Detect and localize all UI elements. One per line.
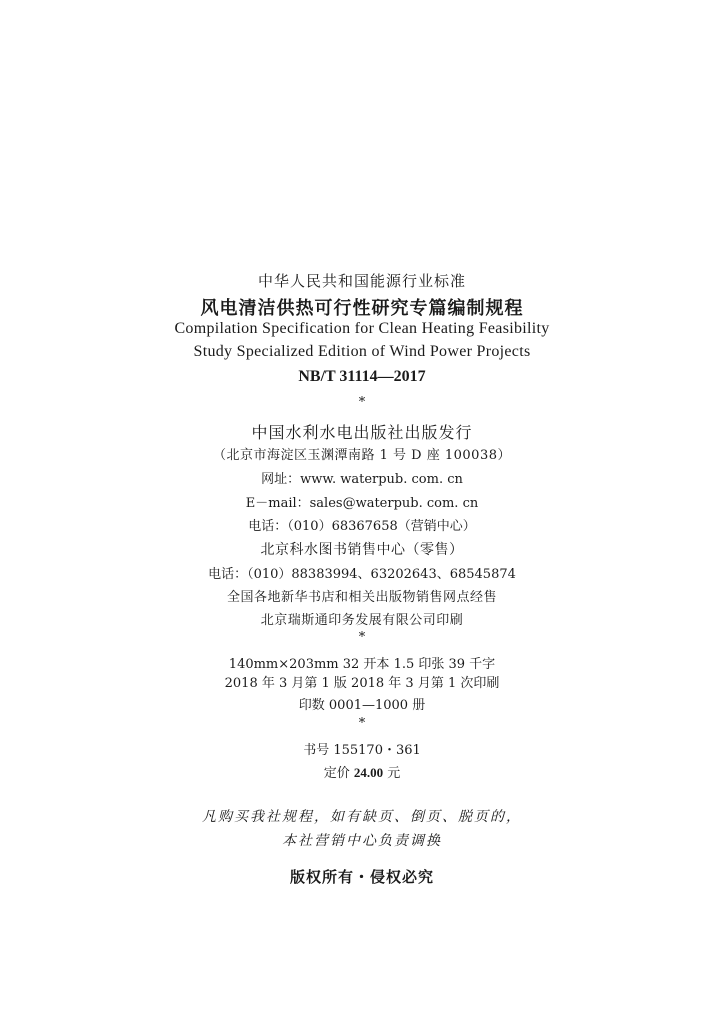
price-label: 定价 — [323, 766, 350, 781]
title-chinese: 风电清洁供热可行性研究专篇编制规程 — [200, 298, 524, 319]
title-english-line-1: Compilation Specification for Clean Heating Feasibility — [174, 320, 550, 337]
replacement-notice-line-2: 本社营销中心负责调换 — [282, 833, 442, 849]
publisher-name: 中国水利水电出版社出版发行 — [251, 423, 473, 442]
print-run: 印数 0001—1000 册 — [298, 698, 426, 713]
publisher-phone: 电话：（010）68367658（营销中心） — [248, 519, 476, 534]
edition-info: 2018 年 3 月第 1 版 2018 年 3 月第 1 次印刷 — [224, 676, 500, 691]
standard-code: NB/T 31114—2017 — [298, 368, 426, 385]
publisher-website: 网址：www. waterpub. com. cn — [261, 472, 463, 487]
title-english-line-2: Study Specialized Edition of Wind Power Projects — [193, 343, 531, 360]
price — [0, 762, 724, 781]
book-specification: 140mm×203mm 32 开本 1.5 印张 39 千字 — [228, 657, 496, 672]
replacement-notice-line-1: 凡购买我社规程，如有缺页、倒页、脱页的， — [202, 809, 522, 825]
publisher-email: E－mail：sales@waterpub. com. cn — [245, 496, 479, 511]
separator-star: * — [358, 630, 366, 645]
printer-name: 北京瑞斯通印务发展有限公司印刷 — [260, 613, 464, 628]
separator-star: * — [358, 395, 366, 410]
price-unit: 元 — [387, 766, 401, 781]
publisher-address: （北京市海淀区玉渊潭南路 1 号 D 座 100038） — [213, 448, 511, 463]
book-number: 书号 155170・361 — [303, 743, 421, 758]
retail-phone: 电话：（010）88383994、63202643、68545874 — [208, 567, 516, 582]
distribution-note: 全国各地新华书店和相关出版物销售网点经售 — [226, 590, 497, 605]
price-value: 24.00 — [353, 765, 384, 780]
retail-center: 北京科水图书销售中心（零售） — [260, 542, 464, 558]
copyright-notice: 版权所有・侵权必究 — [289, 868, 434, 886]
separator-star: * — [358, 716, 366, 731]
standard-category-label: 中华人民共和国能源行业标准 — [257, 272, 466, 290]
